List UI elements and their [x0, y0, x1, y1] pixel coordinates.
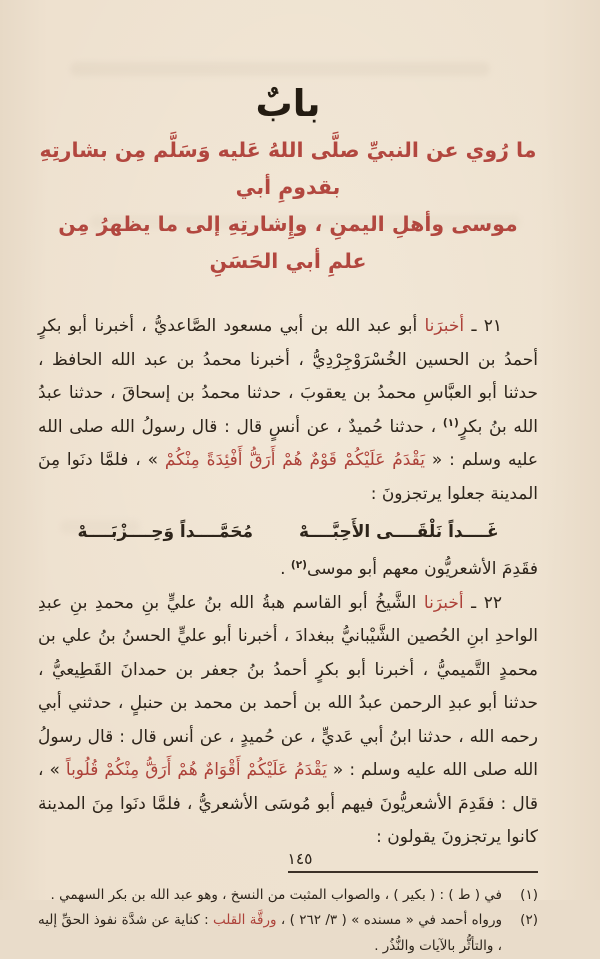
- report-22-hadith-quote: يَقْدَمُ عَلَيْكُمْ أَقْوَامٌ هُمْ أَرَقُّ مِنْكُمْ قُلُوباً: [65, 760, 327, 781]
- footnote-1-marker: (١): [520, 886, 538, 903]
- report-22-isnad: الشَّيخُ أبو القاسم هبةُ الله بنُ عليٍّ بنِ محمدِ بنِ عبدِ الواحدِ ابنِ الحُصين الشَّيْبانيُّ ببغدادَ ، أخبرنا أبو عليٍّ الحسنُ بنُ علي بن محمدٍ التَّميميُّ ، أخبرنا أبو بكرٍ أحمدُ بنُ جعفر بن حمدانَ القَطِيعيُّ ، حدثنا أبو عبدِ الرحمن عبدُ الله بن أحمد بن محمد بن حنبلٍ ، حدثني أبي رحمه الله ، حدثنا ابنُ أبي عَديٍّ ، عن حُميدٍ ، عن أنس قال : قال رسولُ الله صلى الله عليه وسلم : «: [38, 592, 538, 781]
- report-21-closing-text: فقَدِمَ الأشعريُّون معهم أبو موسى: [306, 559, 538, 580]
- footnote-2-marker: (٢): [520, 912, 538, 929]
- footnote-separator-rule: [288, 871, 538, 873]
- footnote-1: [38, 883, 538, 909]
- text-block: [38, 0, 538, 959]
- report-21-tail: » ، فلمَّا دنَوا مِنَ المدينة جعلوا يرتجزونَ :: [38, 450, 538, 504]
- footnote-2-part1: ورواه أحمد في « مسنده » ( ٣/ ٢٦٢ ) ،: [276, 912, 502, 929]
- report-21-akhbarana: أخبرَنا: [424, 316, 465, 337]
- report-22-tail: » ، قال : فقَدِمَ الأشعريُّونَ فيهم أبو مُوسَى الأشعريُّ ، فلمَّا دنَوا مِنَ المدينة كانوا يرتجزونَ يقولون :: [38, 760, 538, 848]
- report-21-closing-period: .: [280, 559, 291, 580]
- footnote-2-red-phrase: ورقَّة القلب: [213, 912, 277, 929]
- page-number: ١٤٥: [287, 850, 313, 868]
- report-21-number: ٢١ ـ: [464, 316, 502, 337]
- verse-hemistich-2: مُحَمَّــــداً وَحِــــزْبَــــهْ: [77, 522, 253, 543]
- report-22-paragraph: [38, 587, 538, 855]
- footnote-ref-1: (١): [442, 416, 459, 429]
- footnote-2-part2: : كناية عن شدَّة نفوذ الحقِّ إليه ، والتأثُّر بالآيات والنُّذُر .: [38, 912, 502, 954]
- chapter-bab-title: بابٌ: [255, 82, 321, 125]
- report-21-isnad: أبو عبد الله بن أبي مسعود الصَّاعديُّ ، أخبرنا أبو بكرٍ أحمدُ بن الحسين الخُسْرَوْجِرْدِيُّ ، أخبرنا محمدُ بن عبد الله الحافظ ، حدثنا أبو العبَّاسِ محمدُ بن يعقوبَ ، حدثنا محمدُ بن إسحاقَ ، حدثنا عبدُ الله بنُ بكرٍ: [38, 316, 539, 437]
- chapter-heading-line-1: ما رُوي عن النبيِّ صلَّى اللهُ عَليه وَسَلَّم مِن بشارتِهِ بقدومِ أبي: [39, 138, 537, 200]
- chapter-heading-line-2: موسى وأهلِ اليمنِ ، وإِشارتِهِ إلى ما يظهرُ مِن علمِ أبي الحَسَنِ: [58, 212, 518, 274]
- footnote-2: [38, 908, 538, 959]
- body-text: [38, 310, 538, 855]
- footnotes: [38, 883, 538, 959]
- verse-hemistich-1: غَــــداً نَلْقَــــى الأَحِبَّــــهْ: [299, 522, 499, 543]
- report-21-closing-line: [38, 553, 538, 587]
- report-22-number: ٢٢ ـ: [463, 592, 502, 613]
- chapter-heading: [38, 132, 538, 280]
- report-21-paragraph: [38, 310, 538, 511]
- footnote-2-text: [38, 908, 502, 959]
- footnote-1-text: في ( ط ) : ( بكير ) ، والصواب المثبت من النسخ ، وهو عبد الله بن بكر السهمي .: [50, 886, 502, 903]
- report-21-matn-lead: ، حدثنا حُميدٌ ، عن أنسٍ قال : قال رسولُ الله صلى الله عليه وسلم : «: [38, 416, 539, 471]
- footnote-ref-2: (٢): [290, 559, 307, 572]
- report-22-akhbarana: أخبرَنا: [423, 592, 464, 613]
- report-21-hadith-quote: يَقْدَمُ عَلَيْكُمْ قَوْمٌ هُمْ أَرَقُّ أَفْئِدَةً مِنْكُمْ: [164, 450, 426, 471]
- rajaz-verse: [38, 516, 538, 549]
